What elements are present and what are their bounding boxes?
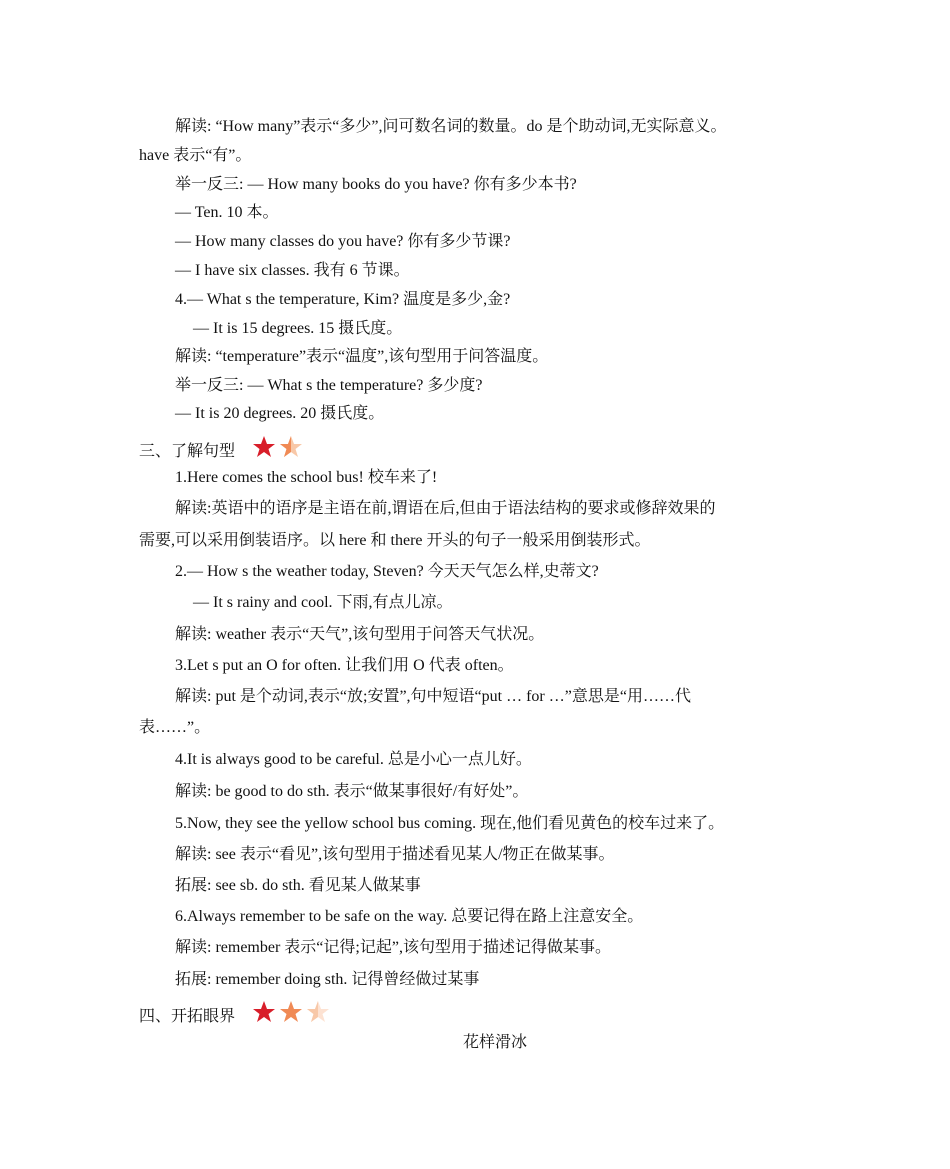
section-heading-3 (139, 435, 301, 466)
text-line: 举一反三: — How many books do you have? 你有多少本书? (175, 176, 577, 193)
text-line: — It s rainy and cool. 下雨,有点儿凉。 (193, 594, 453, 611)
star-icon (251, 435, 277, 459)
section-heading-4 (139, 1000, 328, 1031)
text-line: 6.Always remember to be safe on the way. 总要记得在路上注意安全。 (175, 908, 644, 925)
text-line: 解读: see 表示“看见”,该句型用于描述看见某人/物正在做某事。 (175, 846, 615, 863)
text-line: 4.It is always good to be careful. 总是小心一点儿好。 (175, 751, 532, 768)
text-line: 解读: weather 表示“天气”,该句型用于问答天气状况。 (175, 626, 545, 643)
text-line: — Ten. 10 本。 (175, 204, 279, 221)
text-line: 解读: put 是个动词,表示“放;安置”,句中短语“put … for …”意思是“用……代 (175, 688, 691, 705)
text-line: — It is 15 degrees. 15 摄氏度。 (193, 320, 403, 337)
text-line: 拓展: see sb. do sth. 看见某人做某事 (175, 877, 421, 894)
difficulty-stars (251, 1000, 328, 1031)
star-icon (278, 1000, 304, 1024)
text-line: 解读: “temperature”表示“温度”,该句型用于问答温度。 (175, 348, 549, 365)
text-line: 表……”。 (139, 719, 211, 736)
text-line: 拓展: remember doing sth. 记得曾经做过某事 (175, 971, 480, 988)
text-line: 3.Let s put an O for often. 让我们用 O 代表 often。 (175, 657, 514, 674)
text-line: 举一反三: — What s the temperature? 多少度? (175, 377, 483, 394)
text-line: 解读: remember 表示“记得;记起”,该句型用于描述记得做某事。 (175, 939, 611, 956)
star-half-icon (305, 1000, 331, 1024)
text-line: 解读:英语中的语序是主语在前,谓语在后,但由于语法结构的要求或修辞效果的 (175, 500, 716, 517)
text-line: 需要,可以采用倒装语序。以 here 和 there 开头的句子一般采用倒装形式。 (139, 532, 651, 549)
subsection-title: 花样滑冰 (462, 1034, 527, 1051)
section-heading-label: 三、了解句型 (139, 443, 236, 460)
star-icon (251, 1000, 277, 1024)
text-line: — It is 20 degrees. 20 摄氏度。 (175, 405, 385, 422)
section-heading-label: 四、开拓眼界 (139, 1008, 236, 1025)
text-line: — I have six classes. 我有 6 节课。 (175, 262, 410, 279)
text-line: 4.— What s the temperature, Kim? 温度是多少,金? (175, 291, 511, 308)
text-line: 5.Now, they see the yellow school bus coming. 现在,他们看见黄色的校车过来了。 (175, 815, 725, 832)
text-line: have 表示“有”。 (139, 147, 252, 164)
difficulty-stars (251, 435, 301, 466)
text-line: 解读: be good to do sth. 表示“做某事很好/有好处”。 (175, 783, 529, 800)
text-line: 解读: “How many”表示“多少”,问可数名词的数量。do 是个助动词,无实际意义。 (175, 118, 727, 135)
text-line: 2.— How s the weather today, Steven? 今天天气怎么样,史蒂文? (175, 563, 599, 580)
star-half-icon (278, 435, 304, 459)
text-line: — How many classes do you have? 你有多少节课? (175, 233, 511, 250)
text-line: 1.Here comes the school bus! 校车来了! (175, 469, 438, 486)
